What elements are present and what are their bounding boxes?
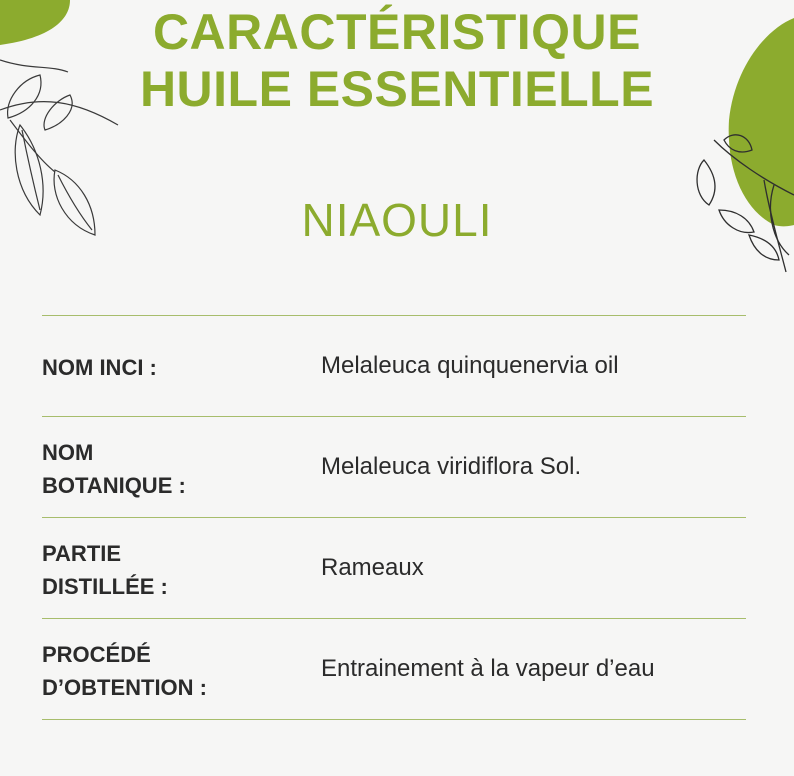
row-value: Melaleuca quinquenervia oil — [321, 352, 619, 379]
table-row — [42, 518, 746, 618]
row-label-line: D’OBTENTION : — [42, 674, 207, 700]
row-value: Melaleuca viridiflora Sol. — [321, 453, 582, 480]
row-label-line: NOM INCI : — [42, 355, 157, 380]
row-value: Entrainement à la vapeur d’eau — [321, 655, 655, 682]
row-label-line: PROCÉDÉ — [42, 641, 151, 667]
table-row — [42, 619, 746, 719]
row-label-line: PARTIE — [42, 540, 122, 566]
title-line-1: CARACTÉRISTIQUE — [152, 4, 642, 60]
row-label-line: BOTANIQUE : — [42, 472, 186, 498]
table-row — [42, 417, 746, 517]
row-value: Rameaux — [321, 554, 424, 581]
oil-name: NIAOULI — [301, 194, 493, 246]
row-label — [42, 635, 321, 704]
table-row — [42, 316, 746, 416]
row-label — [42, 433, 321, 502]
row-label — [42, 534, 321, 603]
row-label — [42, 348, 321, 384]
characteristics-table — [42, 315, 746, 720]
row-label-line: DISTILLÉE : — [42, 573, 168, 599]
divider — [42, 719, 746, 720]
title-line-2: HUILE ESSENTIELLE — [139, 61, 655, 117]
page-title — [0, 4, 794, 118]
row-label-line: NOM — [42, 439, 94, 465]
